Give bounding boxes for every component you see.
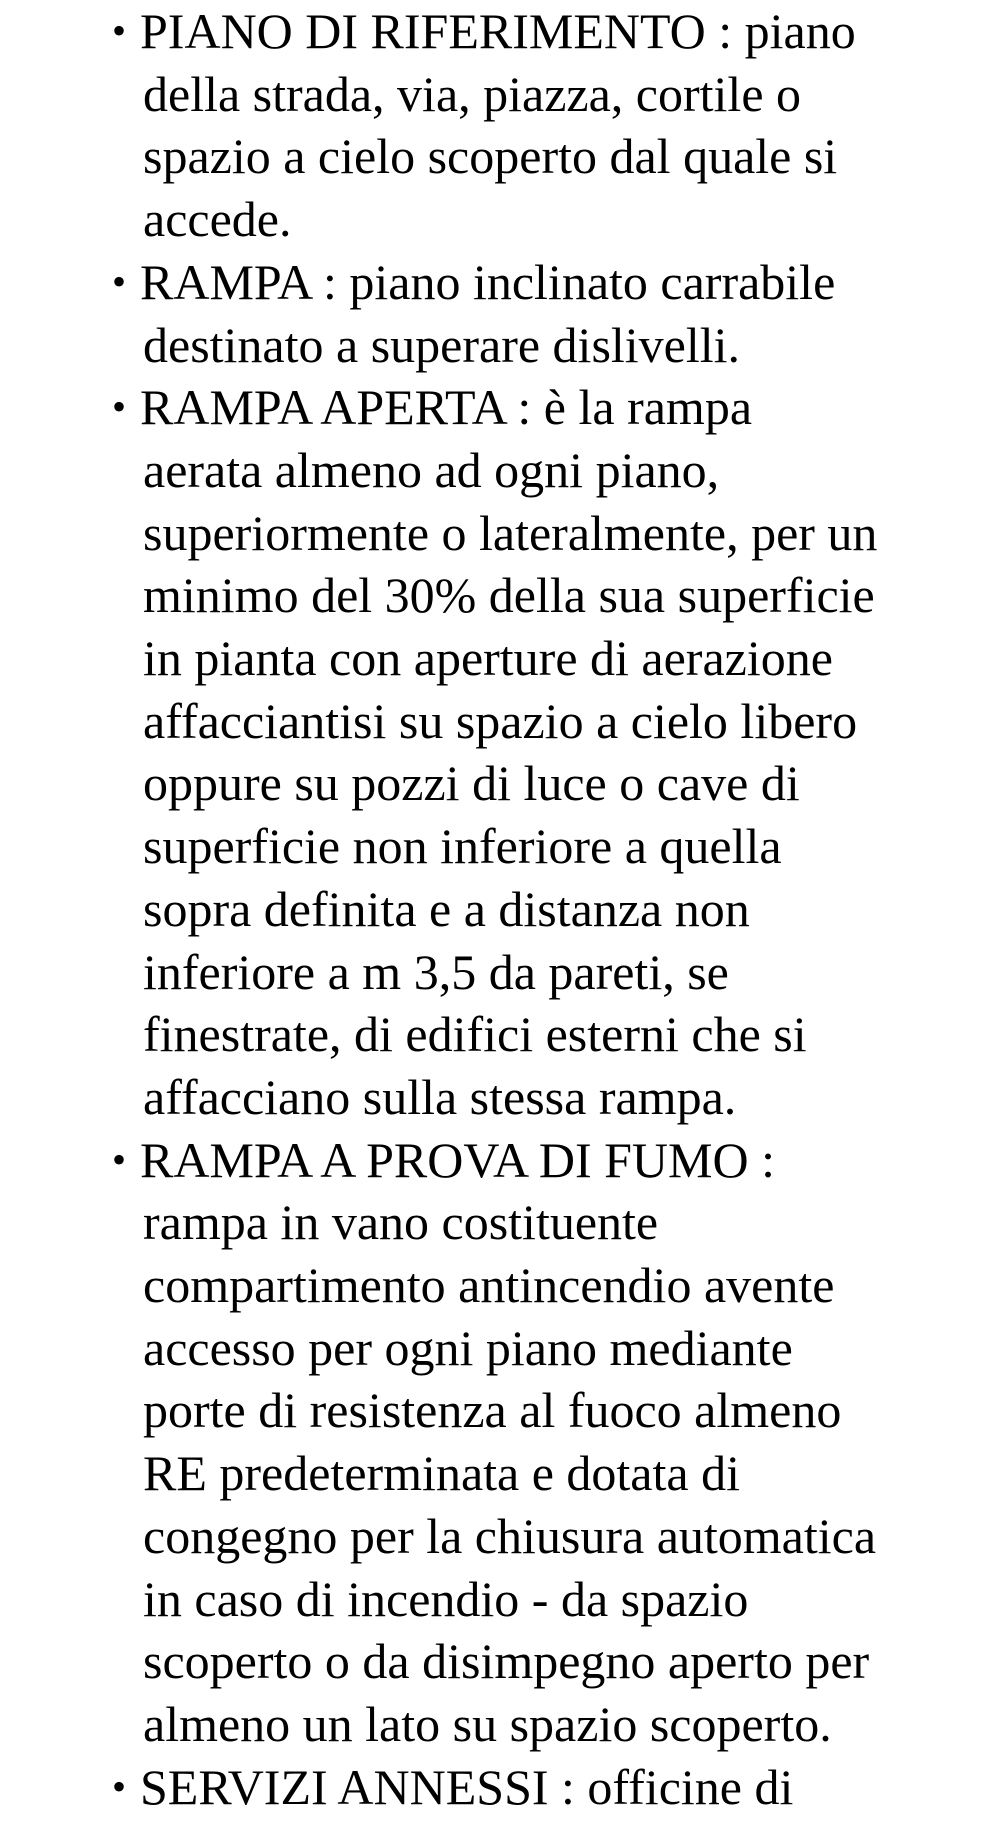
definition-text-line: superiormente o lateralmente, per un [143, 504, 878, 561]
definition-text-line: RE predeterminata e dotata di [143, 1445, 740, 1502]
definition-text-line: rampa in vano costituente [143, 1194, 659, 1251]
definition-text-line: oppure su pozzi di luce o cave di [143, 755, 800, 812]
definition-text-line: della strada, via, piazza, cortile o [143, 65, 802, 122]
definition-item [0, 1129, 1000, 1756]
definition-item [0, 1756, 1000, 1819]
definition-term-line: SERVIZI ANNESSI : officine di [140, 1758, 794, 1815]
definition-item [0, 251, 1000, 376]
definition-text-line: accede. [143, 191, 292, 248]
definition-term-line: RAMPA APERTA : è la rampa [140, 379, 753, 436]
definition-text-line: in pianta con aperture di aerazione [143, 630, 833, 687]
definition-text-line: sopra definita e a distanza non [143, 880, 750, 937]
definition-text-line: inferiore a m 3,5 da pareti, se [143, 943, 729, 1000]
definition-term-line: RAMPA : piano inclinato carrabile [140, 253, 836, 310]
definition-text-line: in caso di incendio - da spazio [143, 1570, 749, 1627]
bullet-icon: • [112, 384, 127, 430]
bullet-icon: • [112, 1136, 127, 1182]
definition-text-line: spazio a cielo scoperto dal quale si [143, 128, 838, 185]
definition-text-line: porte di resistenza al fuoco almeno [143, 1382, 842, 1439]
definition-text-line: almeno un lato su spazio scoperto. [143, 1695, 832, 1752]
definition-text-line: congegno per la chiusura automatica [143, 1507, 877, 1564]
bullet-icon: • [112, 1763, 127, 1809]
definition-text-line: finestrate, di edifici esterni che si [143, 1006, 807, 1063]
definition-term-line: RAMPA A PROVA DI FUMO : [140, 1131, 775, 1188]
definition-text-line: minimo del 30% della sua superficie [143, 567, 875, 624]
definition-text-line: affacciano sulla stessa rampa. [143, 1068, 737, 1125]
bullet-icon: • [112, 258, 127, 304]
definition-item [0, 0, 1000, 251]
definition-text-line: aerata almeno ad ogni piano, [143, 441, 720, 498]
definition-term-line: PIANO DI RIFERIMENTO : piano [140, 3, 856, 59]
definition-text-line: destinato a superare dislivelli. [143, 316, 741, 373]
definition-text-line: superficie non inferiore a quella [143, 818, 782, 875]
definition-text-line: affacciantisi su spazio a cielo libero [143, 692, 858, 749]
definition-text-line: compartimento antincendio avente [143, 1257, 835, 1314]
definition-text-line: accesso per ogni piano mediante [143, 1319, 793, 1376]
definition-text-line: scoperto o da disimpegno aperto per [143, 1633, 870, 1690]
definition-item [0, 376, 1000, 1128]
bullet-icon: • [112, 8, 127, 53]
